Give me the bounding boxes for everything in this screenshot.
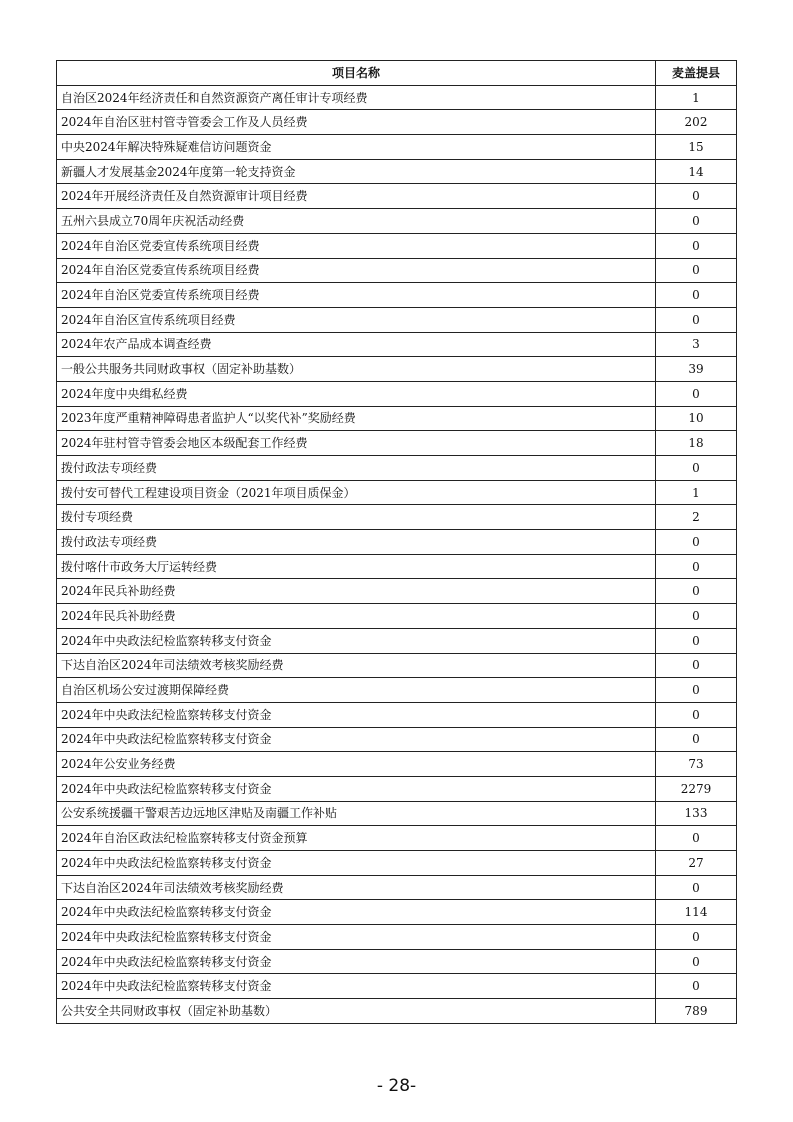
table-row [57, 381, 737, 406]
table-row [57, 209, 737, 234]
table-row [57, 776, 737, 801]
table-row [57, 530, 737, 555]
amount-cell: 2279 [656, 776, 737, 801]
amount-cell: 133 [656, 801, 737, 826]
project-name-cell: 公共安全共同财政事权（固定补助基数） [57, 999, 656, 1024]
table-row [57, 456, 737, 481]
project-name-cell: 2024年中央政法纪检监察转移支付资金 [57, 949, 656, 974]
table-row [57, 579, 737, 604]
table-row [57, 801, 737, 826]
amount-cell: 2 [656, 505, 737, 530]
amount-cell: 789 [656, 999, 737, 1024]
amount-cell: 1 [656, 85, 737, 110]
project-name-cell: 2024年中央政法纪检监察转移支付资金 [57, 900, 656, 925]
table-header-row [57, 61, 737, 86]
project-name-cell: 2024年中央政法纪检监察转移支付资金 [57, 727, 656, 752]
project-name-cell: 2024年度中央缉私经费 [57, 381, 656, 406]
project-name-cell: 中央2024年解决特殊疑难信访问题资金 [57, 135, 656, 160]
project-name-cell: 下达自治区2024年司法绩效考核奖励经费 [57, 653, 656, 678]
project-name-cell: 一般公共服务共同财政事权（固定补助基数） [57, 357, 656, 382]
amount-cell: 0 [656, 258, 737, 283]
table-row [57, 875, 737, 900]
table-row [57, 554, 737, 579]
amount-cell: 0 [656, 184, 737, 209]
project-name-cell: 2024年中央政法纪检监察转移支付资金 [57, 974, 656, 999]
table-row [57, 678, 737, 703]
amount-cell: 0 [656, 826, 737, 851]
project-name-cell: 2024年农产品成本调查经费 [57, 332, 656, 357]
project-name-cell: 2024年自治区党委宣传系统项目经费 [57, 283, 656, 308]
table-row [57, 135, 737, 160]
amount-cell: 0 [656, 554, 737, 579]
amount-cell: 0 [656, 628, 737, 653]
table-row [57, 604, 737, 629]
project-name-cell: 2024年民兵补助经费 [57, 579, 656, 604]
table-row [57, 752, 737, 777]
table-row [57, 184, 737, 209]
table-row [57, 727, 737, 752]
table-row [57, 357, 737, 382]
project-name-cell: 自治区机场公安过渡期保障经费 [57, 678, 656, 703]
table-row [57, 159, 737, 184]
amount-cell: 15 [656, 135, 737, 160]
project-name-cell: 2024年自治区党委宣传系统项目经费 [57, 258, 656, 283]
table-row [57, 233, 737, 258]
project-name-cell: 拨付政法专项经费 [57, 456, 656, 481]
amount-cell: 0 [656, 456, 737, 481]
amount-cell: 27 [656, 851, 737, 876]
project-name-cell: 拨付政法专项经费 [57, 530, 656, 555]
table-row [57, 110, 737, 135]
table-row [57, 406, 737, 431]
amount-cell: 0 [656, 233, 737, 258]
amount-cell: 0 [656, 381, 737, 406]
amount-cell: 0 [656, 530, 737, 555]
project-name-cell: 2024年中央政法纪检监察转移支付资金 [57, 702, 656, 727]
table-row [57, 653, 737, 678]
amount-cell: 0 [656, 209, 737, 234]
table-row [57, 307, 737, 332]
project-name-cell: 公安系统援疆干警艰苦边远地区津贴及南疆工作补贴 [57, 801, 656, 826]
table-row [57, 431, 737, 456]
project-name-cell: 2024年自治区政法纪检监察转移支付资金预算 [57, 826, 656, 851]
amount-cell: 0 [656, 727, 737, 752]
project-name-cell: 2024年中央政法纪检监察转移支付资金 [57, 925, 656, 950]
amount-cell: 202 [656, 110, 737, 135]
column-header-project-name: 项目名称 [57, 61, 656, 86]
amount-cell: 0 [656, 702, 737, 727]
amount-cell: 0 [656, 579, 737, 604]
project-name-cell: 拨付专项经费 [57, 505, 656, 530]
page-number: - 28- [376, 1076, 417, 1096]
project-name-cell: 2024年自治区党委宣传系统项目经费 [57, 233, 656, 258]
project-name-cell: 2024年开展经济责任及自然资源审计项目经费 [57, 184, 656, 209]
amount-cell: 0 [656, 949, 737, 974]
project-name-cell: 2024年自治区驻村管寺管委会工作及人员经费 [57, 110, 656, 135]
amount-cell: 1 [656, 480, 737, 505]
amount-cell: 14 [656, 159, 737, 184]
amount-cell: 0 [656, 307, 737, 332]
column-header-county: 麦盖提县 [656, 61, 737, 86]
project-name-cell: 五州六县成立70周年庆祝活动经费 [57, 209, 656, 234]
amount-cell: 0 [656, 653, 737, 678]
table-row [57, 851, 737, 876]
project-name-cell: 2024年中央政法纪检监察转移支付资金 [57, 851, 656, 876]
project-name-cell: 2024年自治区宣传系统项目经费 [57, 307, 656, 332]
project-name-cell: 下达自治区2024年司法绩效考核奖励经费 [57, 875, 656, 900]
table-row [57, 925, 737, 950]
table-row [57, 332, 737, 357]
amount-cell: 0 [656, 604, 737, 629]
table-row [57, 628, 737, 653]
budget-table [56, 60, 737, 1024]
amount-cell: 73 [656, 752, 737, 777]
project-name-cell: 2024年驻村管寺管委会地区本级配套工作经费 [57, 431, 656, 456]
project-name-cell: 2023年度严重精神障碍患者监护人“以奖代补”奖励经费 [57, 406, 656, 431]
amount-cell: 0 [656, 678, 737, 703]
table-row [57, 949, 737, 974]
table-row [57, 480, 737, 505]
table-row [57, 505, 737, 530]
amount-cell: 0 [656, 974, 737, 999]
amount-cell: 18 [656, 431, 737, 456]
table-body [57, 85, 737, 1023]
table-row [57, 283, 737, 308]
project-name-cell: 拨付喀什市政务大厅运转经费 [57, 554, 656, 579]
table-row [57, 900, 737, 925]
table-row [57, 826, 737, 851]
table-row [57, 974, 737, 999]
project-name-cell: 自治区2024年经济责任和自然资源资产离任审计专项经费 [57, 85, 656, 110]
project-name-cell: 新疆人才发展基金2024年度第一轮支持资金 [57, 159, 656, 184]
project-name-cell: 2024年中央政法纪检监察转移支付资金 [57, 628, 656, 653]
table-row [57, 258, 737, 283]
table-row [57, 85, 737, 110]
table-row [57, 702, 737, 727]
project-name-cell: 2024年民兵补助经费 [57, 604, 656, 629]
budget-table-container [56, 60, 736, 1024]
project-name-cell: 拨付安可替代工程建设项目资金（2021年项目质保金） [57, 480, 656, 505]
amount-cell: 0 [656, 283, 737, 308]
amount-cell: 0 [656, 925, 737, 950]
amount-cell: 3 [656, 332, 737, 357]
project-name-cell: 2024年中央政法纪检监察转移支付资金 [57, 776, 656, 801]
project-name-cell: 2024年公安业务经费 [57, 752, 656, 777]
amount-cell: 114 [656, 900, 737, 925]
amount-cell: 0 [656, 875, 737, 900]
table-row [57, 999, 737, 1024]
amount-cell: 39 [656, 357, 737, 382]
amount-cell: 10 [656, 406, 737, 431]
